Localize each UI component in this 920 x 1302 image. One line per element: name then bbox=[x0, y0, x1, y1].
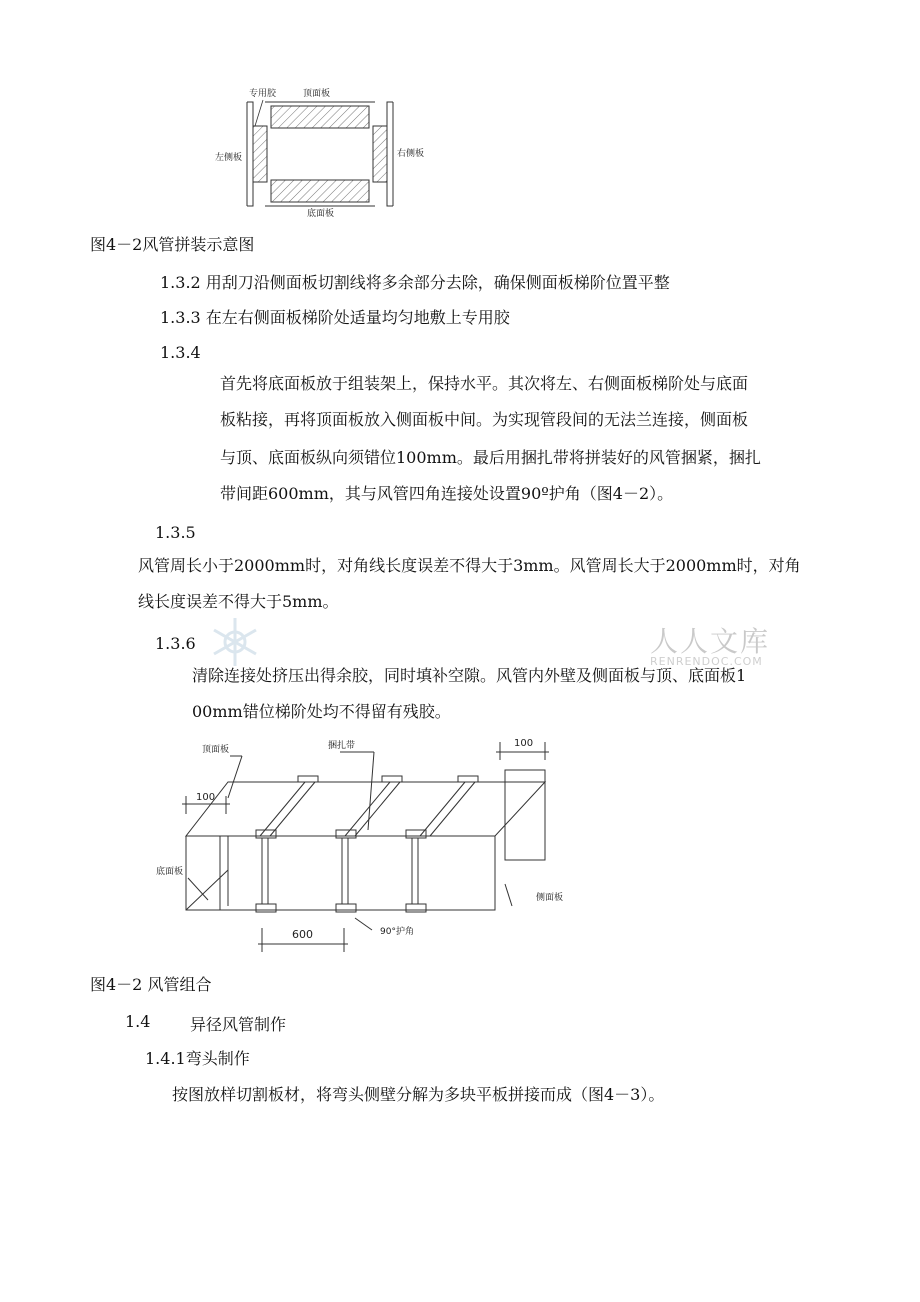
label-side-panel: 侧面板 bbox=[536, 893, 564, 903]
section-1-3-4-line-4: 带间距600mm，其与风管四角连接处设置90º护角（图4－2）。 bbox=[220, 484, 674, 503]
label-dim-600: 600 bbox=[292, 928, 313, 941]
section-1-3-4-number: 1.3.4 bbox=[160, 343, 201, 362]
section-1-3-4-line-3: 与顶、底面板纵向须错位100mm。最后用捆扎带将拼装好的风管捆紧，捆扎 bbox=[220, 448, 761, 467]
right-panel-shape bbox=[373, 102, 393, 206]
figure-caption-1: 图4－2风管拼装示意图 bbox=[90, 235, 255, 254]
section-1-3-6-line-1: 清除连接处挤压出得余胶，同时填补空隙。风管内外壁及侧面板与顶、底面板1 bbox=[192, 666, 747, 685]
left-panel-shape bbox=[247, 102, 267, 206]
watermark-subtitle: RENRENDOC.COM bbox=[650, 655, 763, 668]
label-top-panel-2: 顶面板 bbox=[202, 745, 230, 755]
section-1-4-number: 1.4 bbox=[125, 1012, 151, 1031]
label-strap: 捆扎带 bbox=[328, 741, 356, 751]
label-right-panel: 右侧板 bbox=[397, 149, 425, 159]
section-1-3-6-line-2: 00mm错位梯阶处均不得留有残胶。 bbox=[192, 702, 451, 721]
section-1-3-5-line-1: 风管周长小于2000mm时，对角线长度误差不得大于3mm。风管周长大于2000mm时，对角 bbox=[138, 556, 801, 575]
label-bottom-panel: 底面板 bbox=[307, 209, 335, 219]
section-1-3-5-line-2: 线长度误差不得大于5mm。 bbox=[138, 592, 339, 611]
watermark-title: 人人文库 bbox=[650, 625, 771, 658]
duct-combination-diagram bbox=[150, 730, 590, 962]
top-panel-shape bbox=[265, 102, 375, 128]
section-1-4-1-title: 1.4.1弯头制作 bbox=[145, 1049, 250, 1068]
section-1-3-5-number: 1.3.5 bbox=[155, 523, 196, 542]
label-bottom-panel-2: 底面板 bbox=[156, 867, 184, 877]
section-1-3-2: 1.3.2 用刮刀沿侧面板切割线将多余部分去除，确保侧面板梯阶位置平整 bbox=[160, 273, 670, 292]
section-1-3-3: 1.3.3 在左右侧面板梯阶处适量均匀地敷上专用胶 bbox=[160, 308, 510, 327]
figure-caption-2: 图4－2 风管组合 bbox=[90, 975, 212, 994]
duct-assembly-diagram bbox=[205, 82, 435, 222]
label-top-panel: 顶面板 bbox=[303, 89, 331, 99]
label-glue: 专用胶 bbox=[249, 89, 277, 99]
bottom-panel-shape bbox=[265, 180, 375, 206]
label-left-panel: 左侧板 bbox=[215, 153, 243, 163]
section-1-3-4-line-2: 板粘接，再将顶面板放入侧面板中间。为实现管段间的无法兰连接，侧面板 bbox=[220, 410, 749, 429]
label-corner-guard: 90°护角 bbox=[380, 927, 414, 937]
section-1-4-1-body: 按图放样切割板材，将弯头侧壁分解为多块平板拼接而成（图4－3）。 bbox=[172, 1085, 665, 1104]
side-panel-face bbox=[505, 770, 545, 860]
label-dim-top: 100 bbox=[514, 738, 534, 749]
section-1-3-4-line-1: 首先将底面板放于组装架上，保持水平。其次将左、右侧面板梯阶处与底面 bbox=[220, 374, 749, 393]
section-1-3-6-number: 1.3.6 bbox=[155, 634, 196, 653]
label-dim-left: 100 bbox=[196, 792, 216, 803]
top-panel-face bbox=[186, 782, 545, 836]
section-1-4-title: 异径风管制作 bbox=[190, 1015, 287, 1034]
